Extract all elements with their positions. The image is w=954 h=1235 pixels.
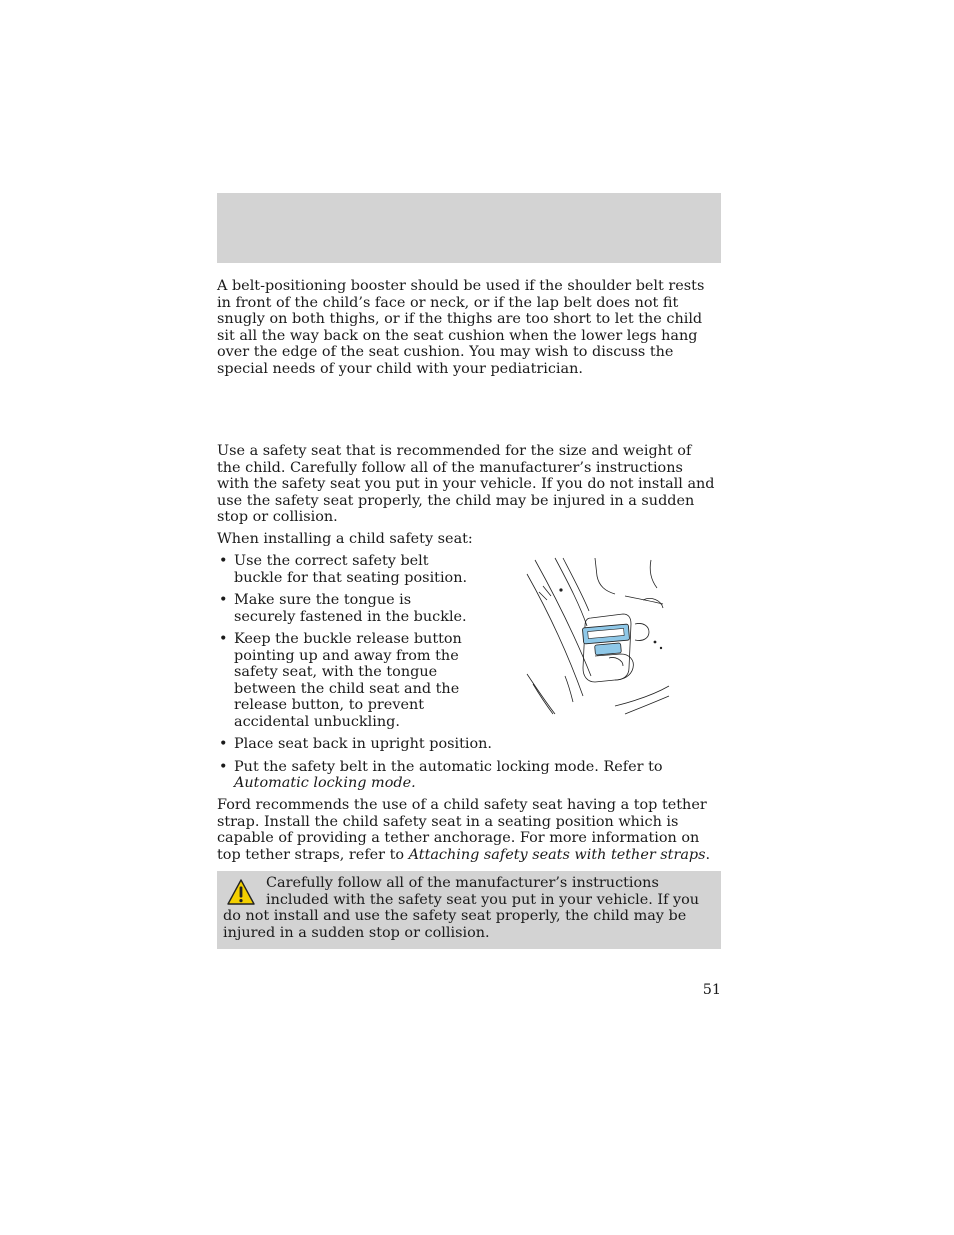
bullet-reference: Automatic locking mode.	[234, 775, 416, 791]
installing-intro: When installing a child safety seat:	[217, 531, 473, 547]
warning-text-block	[223, 875, 713, 941]
bullet-text: Make sure the tongue is securely fastened in the buckle.	[234, 592, 467, 625]
list-item	[217, 736, 721, 753]
ford-recommends-paragraph	[217, 797, 721, 863]
bullet-text: Keep the buckle release button pointing up and away from the safety seat, with the tongue between the child seat and the release button, to prevent accidental unbuckling.	[234, 631, 462, 730]
warning-box	[217, 871, 721, 949]
section-header-band	[217, 193, 721, 263]
safety-seat-paragraph: Use a safety seat that is recommended for the size and weight of the child. Carefully follow all of the manufacturer’s instructions with the safety seat you put in your vehicle. If you do not install and use the safety seat properly, the child may be injured in a sudden stop or collision.	[217, 443, 715, 525]
list-item	[217, 631, 474, 730]
booster-paragraph: A belt-positioning booster should be used if the shoulder belt rests in front of the child’s face or neck, or if the lap belt does not fit snugly on both thighs, or if the thighs are too short to let the child sit all the way back on the seat cushion when the lower legs hang over the edge of the seat cushion. You may wish to discuss the special needs of your child with your pediatrician.	[217, 278, 705, 377]
list-item	[217, 759, 721, 792]
buckle-illustration	[525, 556, 671, 716]
bullet-text: Put the safety belt in the automatic locking mode. Refer to	[234, 758, 663, 775]
bullet-text: Place seat back in upright position.	[234, 736, 492, 752]
page-number: 51	[702, 982, 721, 998]
ford-recommends-suffix: .	[705, 846, 711, 863]
list-item	[217, 592, 474, 625]
tether-strap-reference: Attaching safety seats with tether straps	[408, 846, 706, 863]
bullet-text: Use the correct safety belt buckle for that seating position.	[234, 553, 468, 586]
ford-recommends-text: Ford recommends the use of a child safety seat having a top tether strap. Install the child safety seat in a seating position which is capable of providing a tether anchorage. For more information on top tether straps, refer to	[217, 797, 707, 863]
list-item	[217, 553, 474, 586]
warning-text: Carefully follow all of the manufacturer’s instructions included with the safety seat you put in your vehicle. If you do not install and use the safety seat properly, the child may be injured in a sudden stop or collision.	[223, 875, 700, 941]
